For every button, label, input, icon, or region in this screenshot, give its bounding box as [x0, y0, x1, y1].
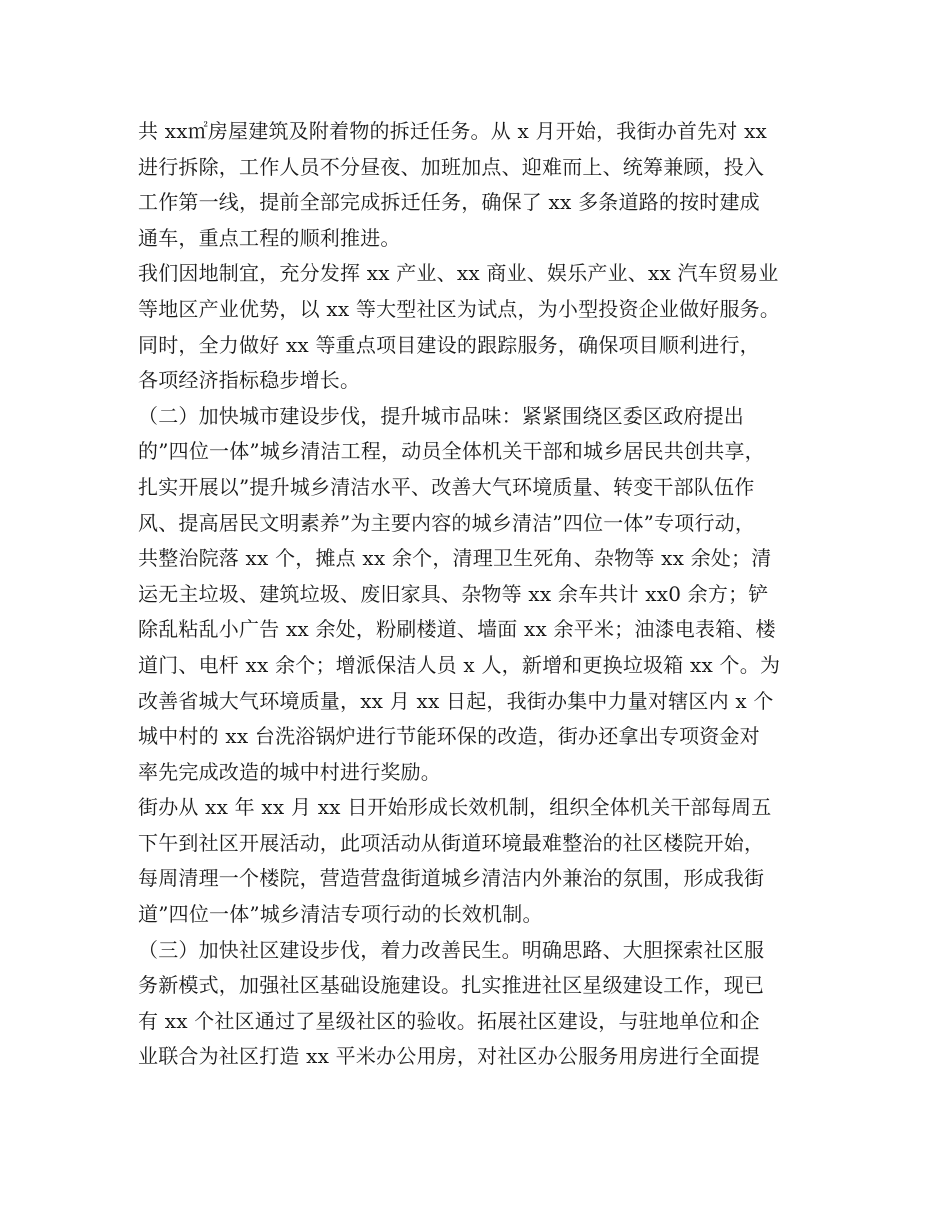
- document-body: [138, 114, 838, 1075]
- text-line: 我们因地制宜，充分发挥 xx 产业、xx 商业、娱乐产业、xx 汽车贸易业: [138, 261, 779, 286]
- text-line: 率先完成改造的城中村进行奖励。: [138, 759, 441, 784]
- text-line: 业联合为社区打造 xx 平米办公用房，对社区办公服务用房进行全面提: [138, 1044, 760, 1069]
- text-line: 运无主垃圾、建筑垃圾、废旧家具、杂物等 xx 余车共计 xx0 余方；铲: [138, 581, 769, 606]
- text-line: 等地区产业优势，以 xx 等大型社区为试点，为小型投资企业做好服务。: [138, 296, 781, 321]
- text-line: 有 xx 个社区通过了星级社区的验收。拓展社区建设，与驻地单位和企: [138, 1008, 760, 1033]
- text-line: 改善省城大气环境质量，xx 月 xx 日起，我街办集中力量对辖区内 x 个: [138, 688, 774, 713]
- text-line: 扎实开展以”提升城乡清洁水平、改善大气环境质量、转变干部队伍作: [138, 474, 755, 499]
- text-line: 共整治院落 xx 个，摊点 xx 余个，清理卫生死角、杂物等 xx 余处；清: [138, 546, 772, 571]
- text-line: 风、提高居民文明素养”为主要内容的城乡清洁”四位一体”专项行动，: [138, 510, 756, 535]
- text-line: 道门、电杆 xx 余个；增派保洁人员 x 人，新增和更换垃圾箱 xx 个。为: [138, 652, 781, 677]
- text-line: 务新模式，加强社区基础设施建设。扎实推进社区星级建设工作，现已: [138, 973, 765, 998]
- text-line: 各项经济指标稳步增长。: [138, 368, 361, 393]
- text-line: 城中村的 xx 台洗浴锅炉进行节能环保的改造，街办还拿出专项资金对: [138, 724, 760, 749]
- text-line: 工作第一线，提前全部完成拆迁任务，确保了 xx 多条道路的按时建成: [138, 190, 760, 215]
- text-line: 共 xx㎡房屋建筑及附着物的拆迁任务。从 x 月开始，我街办首先对 xx: [138, 119, 768, 143]
- text-line: 除乱粘乱小广告 xx 余处，粉刷楼道、墙面 xx 余平米；油漆电表箱、楼: [138, 617, 776, 642]
- text-line: （二）加快城市建设步伐，提升城市品味：紧紧围绕区委区政府提出: [138, 403, 744, 428]
- text-line: 下午到社区开展活动，此项活动从街道环境最难整治的社区楼院开始，: [138, 830, 765, 855]
- text-line: 进行拆除，工作人员不分昼夜、加班加点、迎难而上、统筹兼顾，投入: [138, 154, 765, 179]
- text-line: （三）加快社区建设步伐，着力改善民生。明确思路、大胆探索社区服: [138, 937, 765, 962]
- text-line: 每周清理一个楼院，营造营盘街道城乡清洁内外兼治的氛围，形成我街: [138, 866, 765, 891]
- text-line: 街办从 xx 年 xx 月 xx 日开始形成长效机制，组织全体机关干部每周五: [138, 795, 772, 820]
- text-line: 的”四位一体”城乡清洁工程，动员全体机关干部和城乡居民共创共享，: [138, 439, 765, 464]
- text-line: 通车，重点工程的顺利推进。: [138, 225, 401, 250]
- text-line: 道”四位一体”城乡清洁专项行动的长效机制。: [138, 902, 543, 927]
- text-line: 同时，全力做好 xx 等重点项目建设的跟踪服务，确保项目顺利进行，: [138, 332, 760, 357]
